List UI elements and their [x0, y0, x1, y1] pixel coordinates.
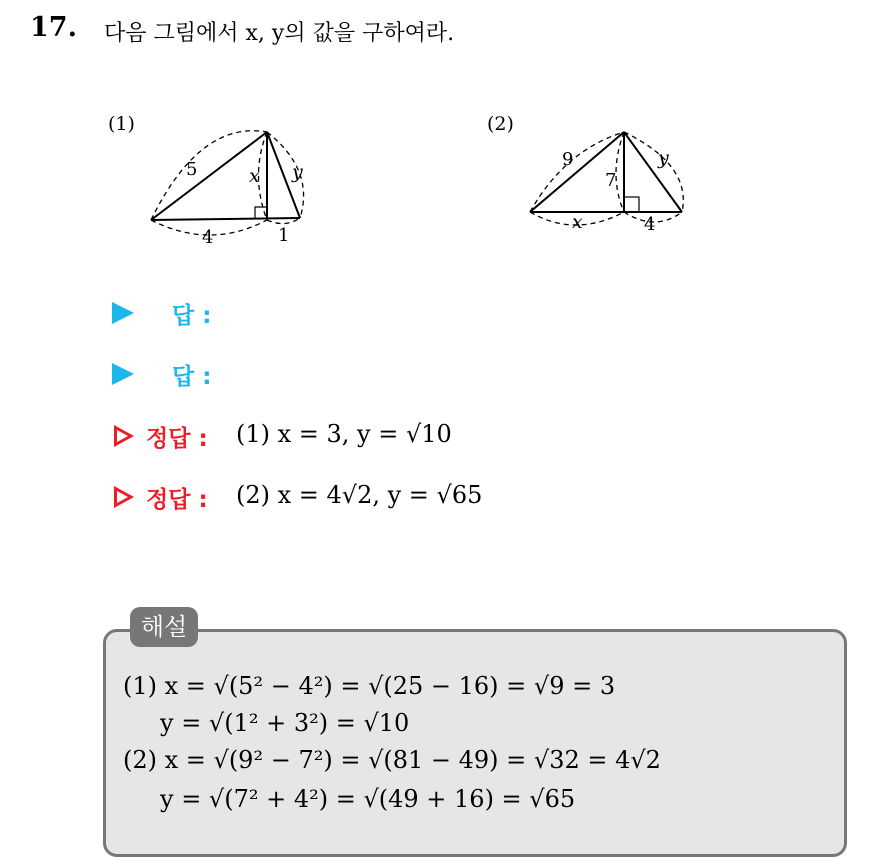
answer-2-label: 답 : — [172, 364, 212, 390]
fig1-y-label: y — [292, 161, 303, 183]
fig1-base-label: 4 — [202, 227, 214, 248]
correct-2-play-icon — [114, 486, 134, 508]
question-text: 다음 그림에서 x, y의 값을 구하여라. — [104, 21, 455, 46]
solution-tag: 해설 — [130, 607, 198, 647]
solution-line-3: (2) x = √(9² − 7²) = √(81 − 49) = √32 = 4√2 — [123, 746, 661, 774]
fig1-small-label: 1 — [278, 225, 290, 246]
solution-line-1: (1) x = √(5² − 4²) = √(25 − 16) = √9 = 3 — [123, 672, 616, 700]
correct-2-label: 정답 : — [146, 487, 208, 513]
figure-2-triangle — [520, 120, 700, 240]
fig2-hyp-label: 9 — [562, 149, 574, 170]
question-number: 17. — [30, 12, 77, 43]
correct-1-label: 정답 : — [146, 426, 208, 452]
fig2-x-label: x — [572, 211, 583, 233]
solution-box — [103, 629, 847, 857]
answer-1-label: 답 : — [172, 303, 212, 329]
answer-1-play-icon — [112, 302, 134, 324]
solution-line-4: y = √(7² + 4²) = √(49 + 16) = √65 — [160, 785, 576, 813]
figure-2-label: (2) — [487, 113, 514, 135]
correct-1-play-icon — [114, 425, 134, 447]
figure-1-label: (1) — [108, 113, 135, 135]
figure-1-triangle — [140, 120, 320, 250]
solution-line-2: y = √(1² + 3²) = √10 — [160, 709, 410, 737]
fig1-x-label: x — [249, 165, 260, 187]
fig1-hyp-label: 5 — [186, 159, 198, 180]
correct-1-text: (1) x = 3, y = √10 — [236, 420, 452, 448]
fig2-alt-label: 7 — [605, 170, 617, 191]
answer-2-play-icon — [112, 363, 134, 385]
correct-2-text: (2) x = 4√2, y = √65 — [236, 481, 483, 509]
fig2-y-label: y — [658, 147, 669, 169]
fig2-right-label: 4 — [644, 214, 656, 235]
